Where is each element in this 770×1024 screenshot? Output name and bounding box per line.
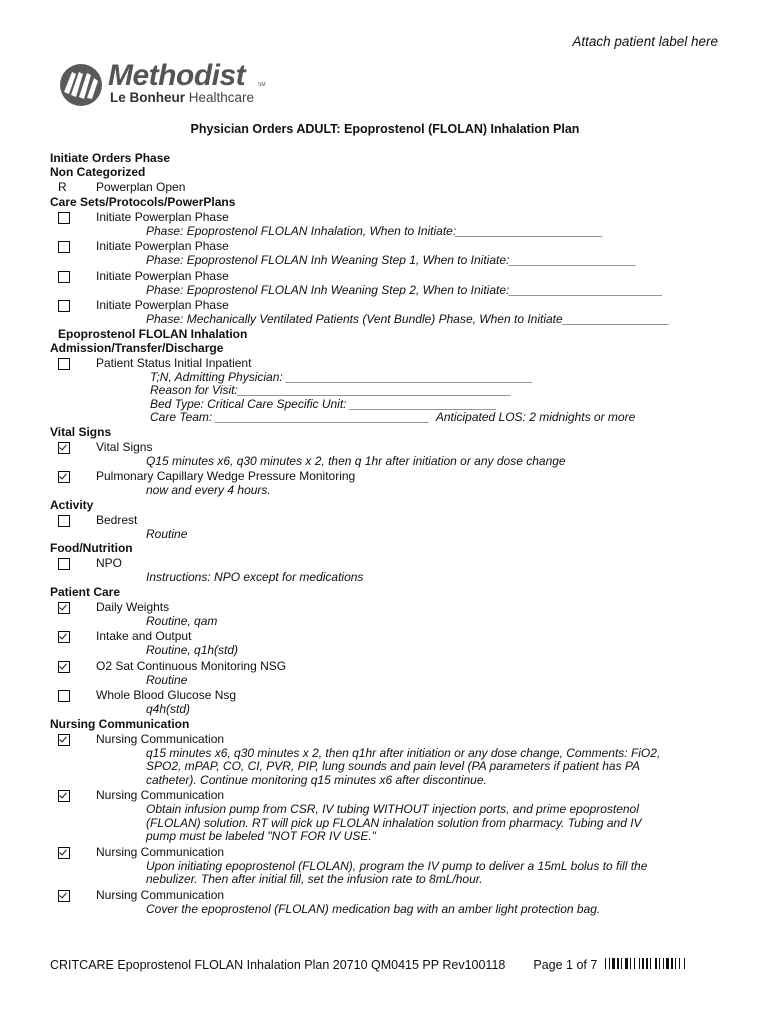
barcode-bar	[625, 958, 628, 969]
order-label: Powerplan Open	[96, 180, 186, 194]
barcode-bar	[634, 958, 635, 969]
order-label: Initiate Powerplan Phase	[96, 239, 229, 253]
barcode-bar	[679, 958, 680, 969]
order-bedrest	[50, 514, 730, 528]
order-label: Patient Status Initial Inpatient	[96, 355, 252, 370]
order-checkbox[interactable]	[58, 661, 70, 673]
order-daily-weights	[50, 601, 730, 615]
order-detail: Phase: Epoprostenol FLOLAN Inhalation, When to Initiate:______________________	[146, 223, 604, 238]
section-patient-care: Patient Care	[50, 584, 121, 599]
order-label: Nursing Communication	[96, 731, 225, 746]
order-checkbox[interactable]	[58, 515, 70, 527]
barcode-bar	[684, 958, 685, 969]
order-pcwp-monitoring	[50, 470, 730, 484]
anticipated-los: Anticipated LOS: 2 midnights or more	[435, 410, 636, 424]
document-title: Physician Orders ADULT: Epoprostenol (FLOLAN) Inhalation Plan	[190, 122, 580, 136]
order-detail: Routine	[146, 526, 188, 541]
order-checkbox[interactable]	[58, 558, 70, 570]
order-label: NPO	[96, 556, 123, 570]
section-care-sets: Care Sets/Protocols/PowerPlans	[50, 194, 236, 209]
order-detail: pump must be labeled "NOT FOR IV USE."	[146, 829, 376, 843]
section-vital-signs: Vital Signs	[50, 424, 112, 439]
order-checkbox[interactable]	[58, 890, 70, 902]
required-code: R	[58, 180, 67, 194]
barcode-bar	[621, 958, 622, 969]
order-detail: Phase: Epoprostenol FLOLAN Inh Weaning Step 2, When to Initiate:_______________________	[146, 282, 663, 297]
methodist-logo	[58, 59, 268, 108]
order-initiate-powerplan-3	[50, 270, 730, 284]
order-label: Initiate Powerplan Phase	[96, 209, 229, 224]
order-nursing-comm-2	[50, 789, 730, 803]
barcode-bar	[617, 958, 619, 969]
order-powerplan-open	[50, 181, 730, 195]
logo-wordmark: Methodist	[108, 59, 246, 92]
care-team-field[interactable]: Care Team: ________________________________	[150, 410, 430, 424]
section-food-nutrition: Food/Nutrition	[50, 541, 133, 555]
order-intake-output	[50, 630, 730, 644]
patient-label-area: Attach patient label here	[572, 34, 718, 49]
barcode-bar	[659, 958, 660, 969]
order-initiate-powerplan-1	[50, 211, 730, 225]
order-label: Initiate Powerplan Phase	[96, 268, 229, 283]
order-blood-glucose	[50, 689, 730, 703]
barcode-bar	[663, 958, 664, 969]
logo-subtitle-rest: Healthcare	[185, 90, 255, 105]
order-checkbox[interactable]	[58, 602, 70, 614]
order-label: Nursing Communication	[96, 788, 225, 802]
order-detail: nebulizer. Then after initial fill, set the infusion rate to 8mL/hour.	[146, 872, 483, 886]
order-detail: Q15 minutes x6, q30 minutes x 2, then q 1hr after initiation or any dose change	[146, 453, 566, 468]
logo-service-mark: SM	[258, 82, 266, 88]
section-activity: Activity	[50, 497, 94, 512]
order-initiate-powerplan-4	[50, 299, 730, 313]
order-checkbox[interactable]	[58, 734, 70, 746]
order-detail: Phase: Mechanically Ventilated Patients (Vent Bundle) Phase, When to Initiate________________	[146, 312, 670, 326]
order-detail: Obtain infusion pump from CSR, IV tubing WITHOUT injection ports, and prime epoprostenol	[146, 802, 639, 816]
order-initiate-powerplan-2	[50, 240, 730, 254]
barcode-bar	[642, 958, 644, 969]
order-label: Nursing Communication	[96, 844, 225, 859]
order-checkbox[interactable]	[58, 631, 70, 643]
order-detail: Routine, q1h(std)	[146, 643, 239, 657]
barcode-bar	[655, 958, 657, 969]
order-detail: q4h(std)	[146, 702, 191, 716]
barcode-bar	[612, 958, 615, 969]
order-detail: Routine	[146, 672, 188, 687]
order-npo	[50, 557, 730, 571]
order-detail-bed-type[interactable]: Bed Type: Critical Care Specific Unit: ______________________	[150, 396, 497, 411]
order-checkbox[interactable]	[58, 847, 70, 859]
order-list	[50, 151, 730, 916]
order-label: Daily Weights	[96, 599, 170, 614]
order-label: Pulmonary Capillary Wedge Pressure Monitoring	[96, 469, 356, 483]
order-detail: SPO2, mPAP, CO, CI, PVR, PIP, lung sounds and pain level (PA parameters if patient has PA	[146, 759, 641, 773]
order-checkbox[interactable]	[58, 212, 70, 224]
page-footer	[50, 958, 730, 972]
order-label: Vital Signs	[96, 439, 153, 454]
order-detail: Upon initiating epoprostenol (FLOLAN), program the IV pump to deliver a 15mL bolus to fill the	[146, 858, 648, 873]
order-checkbox[interactable]	[58, 471, 70, 483]
section-nursing-communication: Nursing Communication	[50, 716, 190, 731]
barcode-bar	[630, 958, 631, 969]
order-checkbox[interactable]	[58, 300, 70, 312]
barcode-bar	[605, 958, 606, 969]
order-detail: (FLOLAN) solution. RT will pick up FLOLAN inhalation solution from pharmacy. Tubing and IV	[146, 815, 642, 830]
order-detail: q15 minutes x6, q30 minutes x 2, then q1hr after initiation or any dose change, Comments: FiO2,	[146, 745, 661, 760]
order-checkbox[interactable]	[58, 241, 70, 253]
logo-subtitle-bold: Le Bonheur	[110, 90, 186, 105]
barcode-bar	[666, 958, 669, 969]
section-non-categorized: Non Categorized	[50, 165, 146, 179]
order-label: Initiate Powerplan Phase	[96, 298, 229, 312]
barcode-bar	[609, 958, 610, 969]
order-vital-signs	[50, 441, 730, 455]
order-detail: Routine, qam	[146, 613, 218, 628]
order-checkbox[interactable]	[58, 358, 70, 370]
order-nursing-comm-4	[50, 889, 730, 903]
section-epoprostenol-inhalation: Epoprostenol FLOLAN Inhalation	[58, 326, 248, 341]
order-label: Intake and Output	[96, 629, 192, 643]
order-label: Bedrest	[96, 512, 138, 527]
order-checkbox[interactable]	[58, 442, 70, 454]
order-label: Whole Blood Glucose Nsg	[96, 688, 237, 702]
order-checkbox[interactable]	[58, 271, 70, 283]
order-detail-reason-for-visit[interactable]: Reason for Visit:_________________________________________	[150, 383, 512, 397]
order-detail: Cover the epoprostenol (FLOLAN) medication bag with an amber light protection bag.	[146, 901, 601, 916]
page-number: Page 1 of 7	[533, 958, 598, 972]
logo-subtitle	[110, 90, 254, 105]
barcode-bar	[671, 958, 673, 969]
order-checkbox[interactable]	[58, 690, 70, 702]
barcode-icon	[605, 958, 715, 972]
barcode-bar	[639, 958, 640, 969]
order-patient-status	[50, 357, 730, 371]
order-detail: catheter). Continue monitoring q15 minutes x6 after discontinue.	[146, 772, 487, 787]
order-detail: Instructions: NPO except for medications	[146, 570, 364, 584]
order-label: O2 Sat Continuous Monitoring NSG	[96, 658, 287, 673]
order-detail-admitting-physician[interactable]: T;N, Admitting Physician: _____________________________________	[150, 369, 533, 384]
barcode-bar	[650, 958, 651, 969]
order-nursing-comm-3	[50, 846, 730, 860]
order-o2-sat	[50, 660, 730, 674]
barcode-bar	[646, 958, 648, 969]
section-initiate-orders-phase: Initiate Orders Phase	[50, 151, 171, 165]
methodist-logo-mark-icon	[58, 62, 104, 108]
order-nursing-comm-1	[50, 733, 730, 747]
order-detail: Phase: Epoprostenol FLOLAN Inh Weaning Step 1, When to Initiate:___________________	[146, 253, 637, 267]
order-label: Nursing Communication	[96, 887, 225, 902]
order-detail: now and every 4 hours.	[146, 483, 271, 497]
section-admission: Admission/Transfer/Discharge	[50, 340, 224, 355]
barcode-bar	[675, 958, 676, 969]
order-checkbox[interactable]	[58, 790, 70, 802]
order-detail-care-team	[50, 411, 730, 425]
form-identifier: CRITCARE Epoprostenol FLOLAN Inhalation Plan 20710 QM0415 PP Rev100118	[50, 958, 506, 972]
